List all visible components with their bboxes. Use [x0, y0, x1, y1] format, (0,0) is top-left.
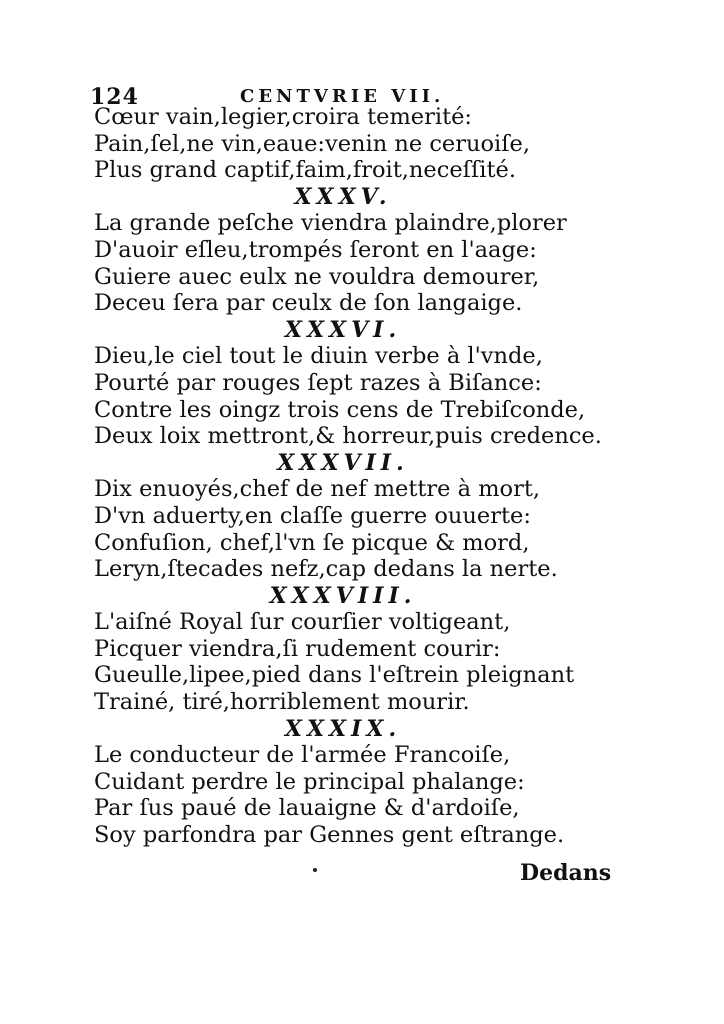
- quatrain-number: XXXVI.: [284, 316, 402, 343]
- verse-line: Dieu,le ciel tout le diuin verbe à l'vnde,: [94, 343, 543, 370]
- running-title: CENTVRIE VII.: [240, 86, 445, 107]
- catchword: Dedans: [520, 860, 612, 886]
- verse-line: D'vn aduerty,en claſſe guerre ouuerte:: [94, 502, 531, 529]
- verse-line: Gueulle,lipee,pied dans l'eſtrein pleignant: [94, 662, 575, 689]
- verse-line: L'aiſné Royal ſur courſier voltigeant,: [94, 609, 511, 636]
- verse-line: Confuſion, chef,l'vn ſe picque & mord,: [94, 529, 530, 556]
- verse-line: Trainé, tiré,horriblement mourir.: [94, 689, 470, 716]
- verse-line: Leryn,ſtecades nefz,cap dedans la nerte.: [94, 556, 558, 583]
- verse-line: Contre les oingz trois cens de Trebiſconde,: [94, 396, 586, 423]
- verse-line: Guiere auec eulx ne vouldra demourer,: [94, 263, 540, 290]
- verse-line: Plus grand captif,faim,froit,neceſſité.: [94, 157, 517, 184]
- verse-line: Soy parfondra par Gennes gent eſtrange.: [94, 822, 565, 849]
- verse-line: Dix enuoyés,chef de nef mettre à mort,: [94, 476, 541, 503]
- verse-line: La grande peſche viendra plaindre,plorer: [94, 210, 567, 237]
- verse-line: Pourté par rouges ſept razes à Biſance:: [94, 369, 542, 396]
- verse-line: Le conducteur de l'armée Francoiſe,: [94, 742, 511, 769]
- verse-line: Deux loix mettront,& horreur,puis credence.: [94, 423, 602, 450]
- verse-line: Picquer viendra,ſi rudement courir:: [94, 635, 501, 662]
- verse-line: Pain,ſel,ne vin,eaue:venin ne ceruoiſe,: [94, 130, 531, 157]
- quatrain-number: XXXVIII.: [269, 582, 417, 609]
- quatrain-number: XXXV.: [294, 183, 392, 210]
- quatrain-number: XXXVII.: [277, 449, 409, 476]
- ink-dot: [313, 868, 317, 872]
- verse-line: Cuidant perdre le principal phalange:: [94, 768, 525, 795]
- verse-line: Cœur vain,legier,croira temerité:: [94, 104, 473, 130]
- verse-line: D'auoir eſleu,trompés ſeront en l'aage:: [94, 236, 537, 263]
- verse-line: Par ſus paué de lauaigne & d'ardoiſe,: [94, 795, 520, 822]
- quatrain-number: XXXIX.: [284, 715, 402, 742]
- verse-line: Deceu ſera par ceulx de ſon langaige.: [94, 290, 523, 317]
- page-number: 124: [90, 84, 139, 110]
- quatrain-text-block: [94, 104, 602, 849]
